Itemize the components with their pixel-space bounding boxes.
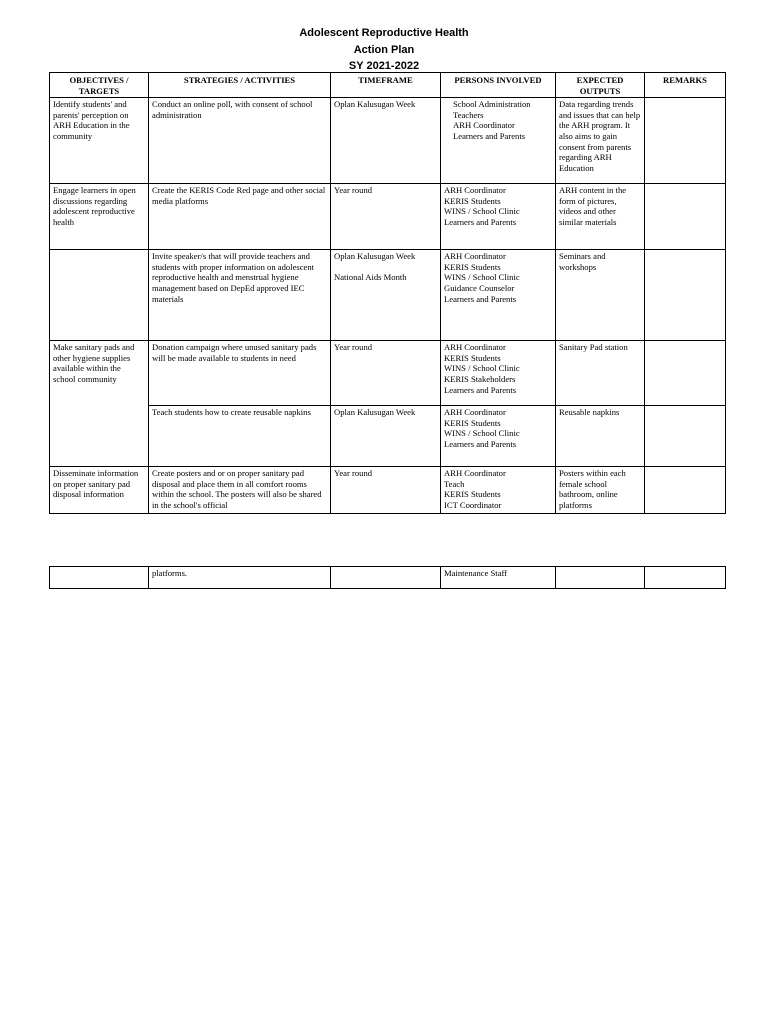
strategy-cell: Teach students how to create reusable napkins <box>149 406 331 467</box>
column-header-strategies: STRATEGIES / ACTIVITIES <box>149 73 331 98</box>
remarks-cell <box>645 406 726 467</box>
column-header-outputs: EXPECTED OUTPUTS <box>556 73 645 98</box>
strategy-cell: platforms. <box>149 567 331 589</box>
remarks-cell <box>645 98 726 184</box>
persons-cell: ARH Coordinator KERIS Students WINS / School Clinic Learners and Parents <box>441 184 556 250</box>
continuation-table <box>49 566 726 589</box>
action-plan-table <box>49 72 726 514</box>
table-row <box>50 467 726 514</box>
document-title: Adolescent Reproductive Health <box>299 27 469 39</box>
timeframe-cell <box>331 341 441 406</box>
persons-cell: Maintenance Staff <box>441 567 556 589</box>
strategy-cell: Create posters and or on proper sanitary pad disposal and place them in all comfort rooms within the school. The posters will also be shared in the school's official <box>149 467 331 514</box>
remarks-cell <box>645 184 726 250</box>
timeframe-text: Oplan Kalusugan Week <box>334 99 416 110</box>
timeframe-cell <box>331 467 441 514</box>
persons-cell: ARH Coordinator KERIS Students WINS / School Clinic Guidance Counselor Learners and Parents <box>441 250 556 341</box>
column-header-persons: PERSONS INVOLVED <box>441 73 556 98</box>
timeframe-cell <box>331 567 441 589</box>
table-row <box>50 567 726 589</box>
persons-cell: ARH Coordinator Teach KERIS Students ICT Coordinator <box>441 467 556 514</box>
school-year: SY 2021-2022 <box>348 60 420 72</box>
timeframe-text: Year round <box>334 342 373 353</box>
timeframe-text: Year round <box>334 468 373 479</box>
objective-cell: Make sanitary pads and other hygiene supplies available within the school community <box>50 341 149 467</box>
strategy-cell: Donation campaign where unused sanitary pads will be made available to students in need <box>149 341 331 406</box>
strategy-cell: Invite speaker/s that will provide teachers and students with proper information on adolescent reproductive health and menstrual hygiene management based on DepEd approved IEC materials <box>149 250 331 341</box>
objective-cell <box>50 250 149 341</box>
outputs-cell: Reusable napkins <box>556 406 645 467</box>
outputs-cell: ARH content in the form of pictures, videos and other similar materials <box>556 184 645 250</box>
objective-cell: Engage learners in open discussions regarding adolescent reproductive health <box>50 184 149 250</box>
table-row <box>50 250 726 341</box>
timeframe-text: Oplan Kalusugan Week <box>334 407 416 418</box>
objective-cell: Identify students' and parents' perception on ARH Education in the community <box>50 98 149 184</box>
outputs-cell: Seminars and workshops <box>556 250 645 341</box>
outputs-cell <box>556 567 645 589</box>
table-row <box>50 184 726 250</box>
timeframe-text: Oplan Kalusugan Week <box>334 251 416 262</box>
persons-cell: ARH Coordinator KERIS Students WINS / School Clinic KERIS Stakeholders Learners and Parents <box>441 341 556 406</box>
remarks-cell <box>645 250 726 341</box>
objective-cell: Disseminate information on proper sanitary pad disposal information <box>50 467 149 514</box>
outputs-cell: Data regarding trends and issues that can help the ARH program. It also aims to gain consent from parents regarding ARH Education <box>556 98 645 184</box>
column-header-timeframe: TIMEFRAME <box>331 73 441 98</box>
timeframe-text: Year round <box>334 185 373 196</box>
column-header-objectives: OBJECTIVES / TARGETS <box>50 73 149 98</box>
timeframe-extra-text: National Aids Month <box>334 271 407 282</box>
timeframe-cell <box>331 250 441 341</box>
document-subtitle: Action Plan <box>353 43 415 56</box>
document-header <box>0 25 768 75</box>
outputs-cell: Sanitary Pad station <box>556 341 645 406</box>
remarks-cell <box>645 341 726 406</box>
timeframe-cell <box>331 184 441 250</box>
strategy-cell: Create the KERIS Code Red page and other social media platforms <box>149 184 331 250</box>
persons-cell: ARH Coordinator KERIS Students WINS / School Clinic Learners and Parents <box>441 406 556 467</box>
remarks-cell <box>645 467 726 514</box>
timeframe-cell <box>331 98 441 184</box>
persons-cell: School Administration Teachers ARH Coordinator Learners and Parents <box>441 98 556 184</box>
table-header-row <box>50 73 726 98</box>
table-row <box>50 98 726 184</box>
table-row <box>50 341 726 406</box>
strategy-cell: Conduct an online poll, with consent of school administration <box>149 98 331 184</box>
timeframe-cell <box>331 406 441 467</box>
outputs-cell: Posters within each female school bathroom, online platforms <box>556 467 645 514</box>
column-header-remarks: REMARKS <box>645 73 726 98</box>
table-row <box>50 406 726 467</box>
objective-cell <box>50 567 149 589</box>
remarks-cell <box>645 567 726 589</box>
